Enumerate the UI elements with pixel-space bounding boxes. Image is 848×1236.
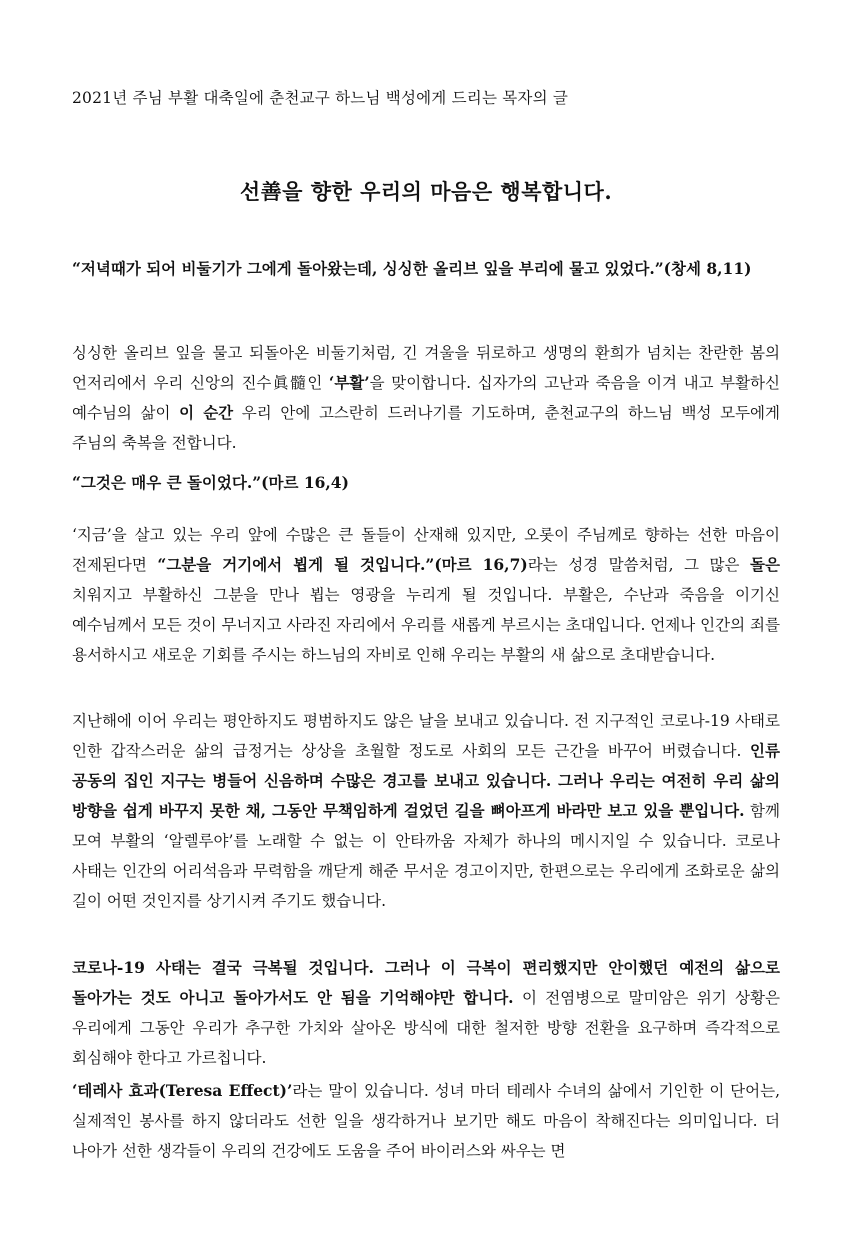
paragraph-3-bold-warning: 인류 공동의 집인 지구는 병들어 신음하며 수많은 경고를 보내고 있습니다. 그러나 우리는 여전히 우리 삶의 방향을 쉽게 바꾸지 못한 채, 그동안 무책임하게 걸었던 길을 뼈아프게 바라만 보고 있을 뿐입니다. [72, 741, 780, 820]
paragraph-4-bold-overcome: 코로나-19 사태는 결국 극복될 것입니다. 그러나 이 극복이 편리했지만 안이했던 예전의 삶으로 돌아가는 것도 아니고 돌아가서도 안 됨을 기억해야만 합니다. [72, 958, 780, 1007]
paragraph-2-text-a: ‘지금’을 살고 있는 우리 앞에 수많은 큰 돌들이 산재해 있지만, 오롯이 주님께로 향하는 선한 마음이 전제된다면 [72, 526, 780, 574]
paragraph-2-bold-stone: 돌은 [750, 555, 780, 574]
paragraph-2-text-c: 라는 성경 말씀처럼, 그 많은 [527, 556, 751, 574]
paragraph-2-bold-quote: “그분을 거기에서 뵙게 될 것입니다.”(마르 16,7) [157, 555, 528, 574]
document-title: 선善을 향한 우리의 마음은 행복합니다. [239, 179, 613, 204]
scripture-quote-mark: “그것은 매우 큰 돌이었다.”(마르 16,4) [72, 473, 349, 492]
paragraph-1-text-c: 을 맞이합니다. 십자가의 고난과 죽음을 이겨 내고 부활하신 예수님의 삶이 [72, 374, 780, 422]
paragraph-3-text-a: 지난해에 이어 우리는 평안하지도 평범하지도 않은 날을 보내고 있습니다. 전 지구적인 코로나-19 사태로 인한 갑작스러운 삶의 급정거는 상상을 초월할 정도로 사회의 모든 근간을 바꾸어 버렸습니다. [72, 712, 780, 760]
paragraph-2-text-e: 치워지고 부활하신 그분을 만나 뵙는 영광을 누리게 될 것입니다. 부활은, 수난과 죽음을 이기신 예수님께서 모든 것이 무너지고 사라진 자리에서 우리를 새롭게 부르시는 초대입니다. 언제나 인간의 죄를 용서하시고 새로운 기회를 주시는 하느님의 자비로 인해 우리는 부활의 새 삶으로 초대받습니다. [72, 586, 780, 664]
paragraph-4-text-b: 이 전염병으로 말미암은 위기 상황은 우리에게 그동안 우리가 추구한 가치와 살아온 방식에 대한 철저한 방향 전환을 요구하며 즉각적으로 회심해야 한다고 가르칩니다. [72, 989, 781, 1067]
paragraph-2 [72, 520, 780, 670]
paragraph-3 [72, 706, 780, 916]
paragraph-1 [72, 338, 780, 458]
paragraph-3-text-c: 함께 모여 부활의 ‘알렐루야’를 노래할 수 없는 이 안타까움 자체가 하나의 메시지일 수 있습니다. 코로나 사태는 인간의 어리석음과 무력함을 깨닫게 해준 무서운 경고이지만, 한편으로는 우리에게 조화로운 삶의 길이 어떤 것인지를 상기시켜 주기도 했습니다. [72, 802, 780, 910]
paragraph-5-bold-teresa: ‘테레사 효과(Teresa Effect)’ [72, 1081, 293, 1100]
paragraph-1-bold-resurrection: ‘부활’ [328, 373, 370, 392]
paragraph-1-text-a: 싱싱한 올리브 잎을 물고 되돌아온 비둘기처럼, 긴 겨울을 뒤로하고 생명의 환희가 넘치는 찬란한 봄의 언저리에서 우리 신앙의 진수眞髓인 [72, 344, 780, 392]
scripture-quote-genesis: “저녁때가 되어 비둘기가 그에게 돌아왔는데, 싱싱한 올리브 잎을 부리에 물고 있었다.”(창세 8,11) [72, 259, 752, 278]
paragraph-5 [72, 1076, 780, 1166]
paragraph-1-bold-moment: 이 순간 [179, 403, 234, 422]
paragraph-5-text-b: 라는 말이 있습니다. 성녀 마더 테레사 수녀의 삶에서 기인한 이 단어는, 실제적인 봉사를 하지 않더라도 선한 일을 생각하거나 보기만 해도 마음이 착해진다는 의미입니다. 더 나아가 선한 생각들이 우리의 건강에도 도움을 주어 바이러스와 싸우는 면 [72, 1082, 781, 1160]
paragraph-4 [72, 953, 780, 1073]
document-header: 2021년 주님 부활 대축일에 춘천교구 하느님 백성에게 드리는 목자의 글 [72, 89, 569, 107]
paragraph-1-text-e: 우리 안에 고스란히 드러나기를 기도하며, 춘천교구의 하느님 백성 모두에게 주님의 축복을 전합니다. [72, 404, 780, 452]
